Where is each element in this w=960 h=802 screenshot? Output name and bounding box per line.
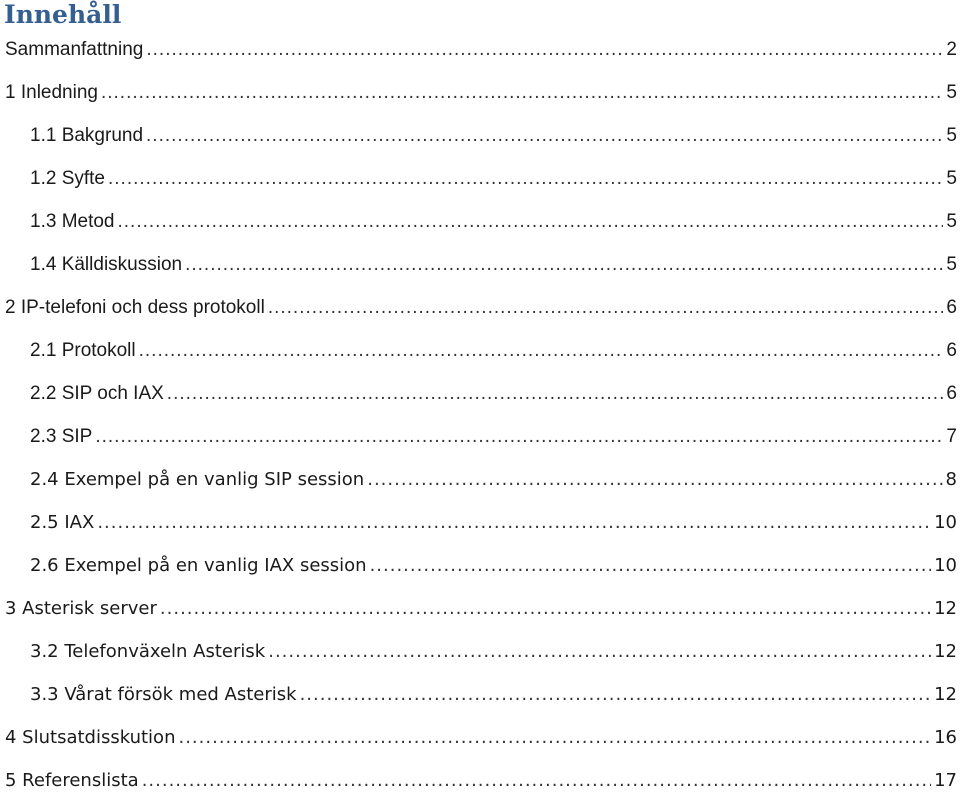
toc-dot-leader <box>300 684 932 705</box>
toc-dot-leader <box>370 555 932 576</box>
toc-entry-label: 2.5 IAX <box>30 512 95 533</box>
toc-page-number: 6 <box>946 382 957 404</box>
toc-entry-sip-och-iax[interactable] <box>0 372 960 415</box>
toc-page-number: 5 <box>946 210 957 232</box>
toc-dot-leader <box>97 512 931 533</box>
toc-page-number: 12 <box>934 641 957 662</box>
toc-entry-label: 1.4 Källdiskussion <box>30 253 183 275</box>
toc-page-number: 2 <box>946 38 957 60</box>
toc-entry-inledning[interactable] <box>0 71 960 114</box>
toc-dot-leader <box>160 598 931 619</box>
toc-dot-leader <box>108 168 943 190</box>
toc-dot-leader <box>167 383 944 405</box>
toc-entry-label: 1.3 Metod <box>30 210 115 232</box>
toc-entry-iax[interactable] <box>0 501 960 544</box>
toc-page-number: 16 <box>934 727 957 748</box>
toc-dot-leader <box>95 426 943 448</box>
toc-page-number: 5 <box>946 167 957 189</box>
toc-page-number: 6 <box>946 296 957 318</box>
toc-entry-iax-session-example[interactable] <box>0 544 960 587</box>
toc-page-number: 17 <box>934 770 957 791</box>
toc-entry-label: 2 IP-telefoni och dess protokoll <box>5 296 265 318</box>
toc-entry-label: 2.4 Exempel på en vanlig SIP session <box>30 469 365 490</box>
toc-entry-label: 3 Asterisk server <box>5 598 157 619</box>
toc-entry-syfte[interactable] <box>0 157 960 200</box>
toc-entry-metod[interactable] <box>0 200 960 243</box>
toc-entry-bakgrund[interactable] <box>0 114 960 157</box>
toc-dot-leader <box>268 641 931 662</box>
table-of-contents <box>0 28 960 802</box>
toc-dot-leader <box>268 297 944 319</box>
toc-page-number: 10 <box>934 555 957 576</box>
toc-entry-slutsatdisskution[interactable] <box>0 716 960 759</box>
toc-entry-sammanfattning[interactable] <box>0 28 960 71</box>
toc-entry-varat-forsok[interactable] <box>0 673 960 716</box>
toc-entry-label: 1.1 Bakgrund <box>30 124 144 146</box>
toc-page-number: 7 <box>946 425 957 447</box>
toc-entry-referenslista[interactable] <box>0 759 960 802</box>
toc-page-number: 12 <box>934 684 957 705</box>
toc-dot-leader <box>185 254 943 276</box>
toc-entry-label: 4 Slutsatdisskution <box>5 727 176 748</box>
toc-entry-label: 3.2 Telefonväxeln Asterisk <box>30 641 266 662</box>
toc-entry-asterisk-server[interactable] <box>0 587 960 630</box>
toc-page-number: 5 <box>946 253 957 275</box>
toc-entry-protokoll[interactable] <box>0 329 960 372</box>
toc-dot-leader <box>139 340 944 362</box>
toc-dot-leader <box>367 469 942 490</box>
toc-dot-leader <box>142 770 931 791</box>
toc-entry-label: 5 Referenslista <box>5 770 139 791</box>
toc-entry-ip-telefoni[interactable] <box>0 286 960 329</box>
toc-entry-label: 3.3 Vårat försök med Asterisk <box>30 684 297 705</box>
toc-page-number: 5 <box>946 81 957 103</box>
toc-dot-leader <box>146 39 943 61</box>
toc-entry-label: 2.1 Protokoll <box>30 339 136 361</box>
toc-entry-label: 1.2 Syfte <box>30 167 105 189</box>
toc-entry-kalldiskussion[interactable] <box>0 243 960 286</box>
toc-dot-leader <box>118 211 944 233</box>
toc-entry-label: 1 Inledning <box>5 81 98 103</box>
toc-entry-label: Sammanfattning <box>5 38 144 60</box>
toc-page-number: 6 <box>946 339 957 361</box>
toc-page-number: 12 <box>934 598 957 619</box>
toc-page-number: 10 <box>934 512 957 533</box>
page-title: Innehåll <box>4 0 122 29</box>
toc-entry-label: 2.2 SIP och IAX <box>30 382 164 404</box>
toc-dot-leader <box>146 125 943 147</box>
toc-entry-label: 2.3 SIP <box>30 425 93 447</box>
toc-entry-sip-session-example[interactable] <box>0 458 960 501</box>
toc-page-number: 5 <box>946 124 957 146</box>
toc-entry-label: 2.6 Exempel på en vanlig IAX session <box>30 555 367 576</box>
toc-dot-leader <box>178 727 931 748</box>
toc-entry-telefonvaxeln-asterisk[interactable] <box>0 630 960 673</box>
toc-entry-sip[interactable] <box>0 415 960 458</box>
toc-page-number: 8 <box>945 469 957 490</box>
toc-dot-leader <box>101 82 943 104</box>
